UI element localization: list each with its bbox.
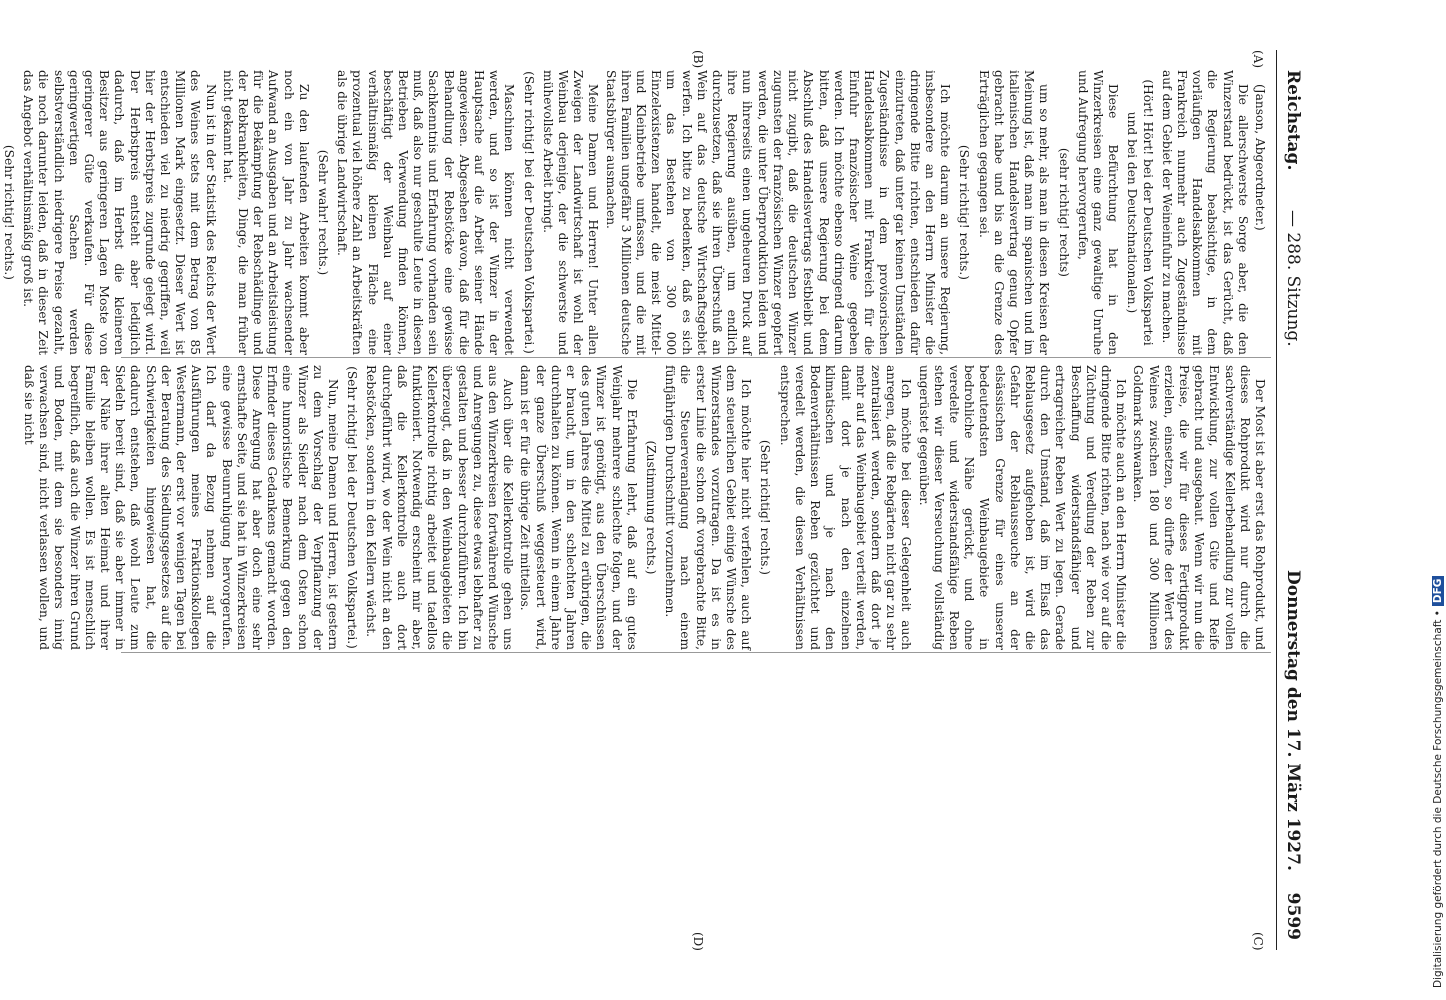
dfg-logo: DFG (1432, 576, 1444, 607)
paragraph: Diese Befürchtung hat in den Winzerkreisen eine ganz gewaltige Unruhe und Aufregung hervorgerufen, (1075, 70, 1121, 355)
paragraph: Der Most ist aber erst das Rohprodukt, und dieses Rohprodukt wird nur durch die sachverständige Kellerbehandlung zur vollen Entwicklung, zur vollen Güte und Reife gebracht und ausgebaut. Wenn wir nun die Preise, die wir für dieses Fertigprodukt erzielen, einsetzen, so dürfte der Wert des Weines zwischen 180 und 300 Millionen Goldmark schwanken. (1131, 365, 1267, 650)
digitization-credit (1416, 8, 1444, 998)
paragraph: um so mehr, als man in diesen Kreisen der Meinung ist, daß man im spanischen und im italienischen Handelsvertrag genug Opfer gebracht habe und bis an die Grenze des Erträglichen gegangen sei. (976, 70, 1052, 355)
paragraph: Zu den laufenden Arbeiten kommt aber noch ein von Jahr zu Jahr wachsender Aufwand an Ausgaben und an Arbeitsleistung für die Bekämpfung der Rebschädlinge und der Rebkrankheiten, Dinge, die man früher nicht gekannt hat. (220, 70, 311, 355)
paragraph: (Sehr richtig! rechts.) (957, 144, 972, 281)
paragraph: Maschinen können nicht verwendet werden, und so ist der Winzer in der Hauptsache auf die Arbeit seiner Hände angewiesen. Abgesehen davon, daß für die Behandlung der Rebstöcke eine gewisse Sachkenntnis und Erfahrung vorhanden sein muß, daß also nur geschulte Leute in diesen Betrieben Verwendung finden können, beschäftigt der Weinbau auf einer verhältnismäßig kleinen Fläche eine prozentual viel höhere Zahl an Arbeitskräften als die übrige Landwirtschaft. (335, 70, 517, 355)
page-header (1276, 50, 1305, 950)
header-date: Donnerstag den 17. März 1927. (1283, 570, 1303, 871)
paragraph: Nun, meine Damen und Herren, ist gestern zu dem Vorschlag der Verpflanzung der Winzer als Siedler nach dem Osten schon eine humoristische Bemerkung gegen den Erfinder dieses Gedankens gemacht worden. Diese Anregung hat aber doch eine sehr ernsthafte Seite, und sie hat in Winzerkreisen eine gewisse Beunruhigung hervorgerufen. Ich darf da Bezug nehmen auf die Ausführungen meines Fraktionskollegen Westermann, der erst vor wenigen Tagen bei der Beratung des Siedlungsgesetzes auf die Schwierigkeiten hingewiesen hat, die dadurch entstehen, daß wohl Leute zum Siedeln bereit sind, daß sie aber immer in der Nähe ihrer alten Heimat und ihrer Familie bleiben wollen. Es ist menschlich begreiflich, daß auch die Winzer ihren Grund und Boden, mit dem sie besonders innig verwachsen sind, nicht verlassen wollen, und daß sie nicht (21, 365, 341, 650)
paragraph: (Sehr richtig! rechts.) (758, 439, 773, 576)
paragraph: Die Erfahrung lehrt, daß auf ein gutes Weinjahr mehrere schlechte folgen, und der Winzer ist genötigt, aus den Überschüssen des guten Jahres die Mittel zu erübrigen, die er braucht, um in den schlechten Jahren durchhalten zu können. Wenn in einem Jahre der ganze Überschuß weggesteuert wird, dann ist er für die übrige Zeit mittellos. (518, 365, 639, 650)
column-divider (121, 652, 1271, 653)
column-divider (121, 357, 1271, 358)
margin-marker-b: (B) (691, 50, 705, 69)
paragraph: (Zustimmung rechts.) (644, 440, 659, 575)
text-column-right (19, 365, 1267, 650)
paragraph: Nun ist in der Statistik des Reichs der Wert des Weines stets mit dem Betrag von 85 Millionen Mark eingesetzt. Dieser Wert ist entschieden viel zu niedrig gegriffen, weil hier der Herbstpreis zugrunde gelegt wird. Der Herbstpreis entsteht aber lediglich dadurch, daß im Herbst die kleineren Besitzer aus geringeren Lagen Moste von geringerer Güte verkaufen. Für diese geringwertigen Sachen werden selbstverständlich niedrigere Preise gezahlt, die noch darunter leiden, daß in dieser Zeit das Angebot verhältnismäßig groß ist. (21, 70, 218, 355)
paragraph: (Sehr richtig! bei der Deutschen Volkspartei.) (345, 366, 360, 649)
paragraph: (Janson, Abgeordneter.) (1253, 84, 1267, 231)
margin-marker-a: (A) (1251, 50, 1265, 69)
paragraph: Ich möchte darum an unsere Regierung, insbesondere an den Herrn Minister die dringende Bitte richten, entschieden dafür einzutreten, daß unter gar keinen Umständen Zugeständnisse in dem provisorischen Handelsabkommen mit Frankreich für die Einfuhr französischer Weine gegeben werden. Ich möchte ebenso dringend darum bitten, daß unsere Regierung bei dem Abschluß des Handelsvertrags festbleibt und nicht zugibt, daß die deutschen Winzer zugunsten der französischen Winzer geopfert werden, die unter Überproduktion leiden und nun ihrerseits einen ungeheuren Druck auf ihre Regierung ausüben, um endlich durchzusetzen, daß sie ihren Überschuß an Wein auf das deutsche Wirtschaftsgebiet werfen. Ich bitte zu bedenken, daß es sich um das Bestehen von 300 000 Einzelexistenzen handelt, die meist Mittel- und Kleinbetriebe umfassen, und die mit ihren Familien ungefähr 3 Millionen deutsche Staatsbürger ausmachen. (603, 70, 953, 355)
paragraph: Meine Damen und Herren! Unter allen Zweigen der Landwirtschaft ist wohl der Weinbau derjenige, der die schwerste und mühevollste Arbeit bringt. (540, 70, 601, 355)
margin-marker-c: (C) (1251, 932, 1265, 951)
page-number: 9599 (1283, 892, 1303, 940)
paragraph: Ich möchte auch an den Herrn Minister die dringende Bitte richten, nach wie vor auf die Züchtung und Veredlung der Reben zur Beschaffung widerstandsfähiger und ertragreicher Reben Wert zu legen. Gerade durch den Umstand, daß im Elsaß das Reblausgesetz aufgehoben ist, wird die Gefahr der Reblausseuche an der elsässischen Grenze für eines unserer bedeutendsten Weinbaugebiete in bedrohliche Nähe gerückt, und ohne veredelte und widerstandsfähige Reben stehen wir dieser Verseuchung vollständig ungerüstet gegenüber. (916, 365, 1129, 650)
paragraph: Auch über die Kellerkontrolle gehen uns aus den Winzerkreisen fortwährend Wünsche und Anregungen zu, diese etwas lebhafter zu gestalten und besser durchzuführen. Ich bin überzeugt, daß in den Weinbaugebieten die Kellerkontrolle richtig arbeitet und tadellos funktioniert. Notwendig erscheint mir aber, daß die Kellerkontrolle auch dort durchgeführt wird, wo der Wein nicht an den Rebstöcken, sondern in den Kellern wächst. (364, 365, 516, 650)
margin-marker-d: (D) (691, 932, 705, 951)
header-left: Reichstag. (1283, 70, 1303, 171)
paragraph: (Sehr wahr! rechts.) (316, 149, 331, 276)
paragraph: Ich möchte bei dieser Gelegenheit auch anregen, daß die Rebgärten nicht gar zu sehr zentralisiert werden, sondern daß dort je mehr auf das Weinbaugebiet verteilt werden, damit dort je nach den einzelnen klimatischen und je nach den Bodenverhältnissen Reben gezüchtet und veredelt werden, die diesen Verhältnissen entsprechen. (777, 365, 914, 650)
text-column-left (0, 70, 1267, 355)
document-page (1, 50, 1305, 951)
paragraph: (Sehr richtig! bei der Deutschen Volkspartei.) (521, 71, 536, 354)
paragraph: (Hört! Hört! bei der Deutschen Volkspartei und bei den Deutschnationalen.) (1125, 79, 1155, 346)
paragraph: Ich möchte hier nicht verfehlen, auch auf dem steuerlichen Gebiet einige Wünsche des Winzerstandes vorzutragen. Da ist es in erster Linie die schon oft vorgebrachte Bitte, die Steuerveranlagung nach einem fünfjährigen Durchschnitt vorzunehmen. (663, 365, 754, 650)
paragraph: Die allerschwerste Sorge aber, die den Winzerstand bedrückt, ist das Gerücht, daß die Regierung beabsichtige, in dem vorläufigen Handelsabkommen mit Frankreich nunmehr auch Zugeständnisse auf dem Gebiet der Weineinfuhr zu machen. (1159, 70, 1250, 355)
header-session: — 288. Sitzung. (1283, 210, 1303, 347)
credit-text: Digitalisierung gefördert durch die Deutsche Forschungsgemeinschaft • (1432, 610, 1444, 988)
paragraph: (Sehr richtig! rechts.) (1, 144, 16, 281)
paragraph: (sehr richtig! rechts) (1056, 147, 1071, 278)
